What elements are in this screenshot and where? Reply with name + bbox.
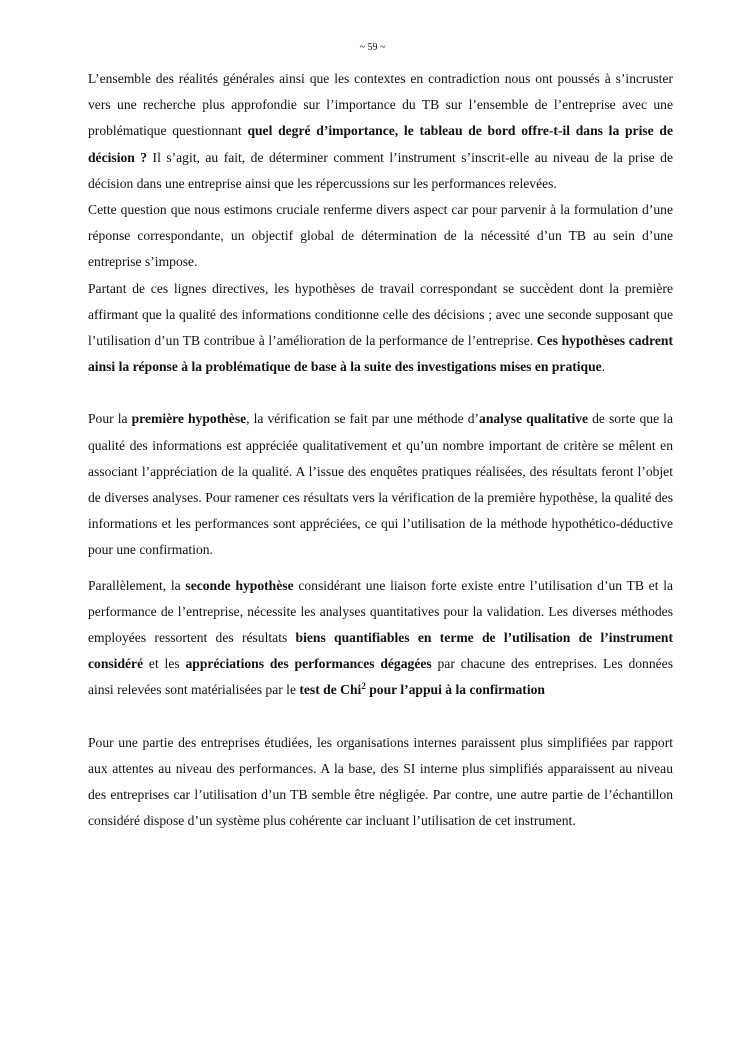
body-text: Partant de ces lignes directives, les hypothèses de travail correspondant se succèdent dont la première affirmant que la qualité des informations conditionne celle des décisions ; avec une seconde supposant que l’utilisation d’un TB contribue à l’amélioration de la performance de l’entreprise. bbox=[88, 280, 673, 349]
body-text: , la vérification se fait par une méthode d’ bbox=[246, 411, 480, 427]
body-text: Pour une partie des entreprises étudiées, les organisations internes paraissent plus simplifiées par rapport aux attentes au niveau des performances. A la base, des SI interne plus simplifiés apparaissent au niveau des entreprises car l’utilisation d’un TB semble être négligée. Par contre, une autre partie de l’échantillon considéré dispose d’un système plus cohérente car incluant l’utilisation de cet instrument. bbox=[88, 734, 673, 829]
paragraph-entreprises bbox=[88, 730, 673, 835]
document-body bbox=[88, 66, 673, 834]
body-text: Il s’agit, au fait, de déterminer comment l’instrument s’inscrit-elle au niveau de la prise de décision dans une entreprise ainsi que les répercussions sur les performances relevées. bbox=[88, 149, 673, 191]
paragraph-premiere-hypothese bbox=[88, 406, 673, 563]
bold-text: analyse qualitative bbox=[479, 411, 589, 427]
body-text: par chacune des entreprises. Les données ainsi relevées sont matérialisées par le bbox=[88, 656, 673, 698]
paragraph-seconde-hypothese bbox=[88, 573, 673, 704]
bold-text: première hypothèse bbox=[131, 411, 247, 427]
paragraph-question bbox=[88, 197, 673, 276]
body-text: Cette question que nous estimons cruciale renferme divers aspect car pour parvenir à la formulation d’une réponse correspondante, un objectif global de détermination de la nécessité d’un TB au sein d’une entreprise s’impose. bbox=[88, 202, 673, 270]
bold-text: 2 bbox=[361, 681, 366, 692]
body-text: Parallèlement, la bbox=[88, 577, 186, 593]
body-text: Pour la bbox=[88, 411, 132, 427]
body-text: . bbox=[601, 359, 606, 375]
bold-text: pour l’appui à la confirmation bbox=[365, 682, 545, 698]
paragraph-problematique bbox=[88, 66, 673, 197]
body-text: considérant une liaison forte existe entre l’utilisation d’un TB et la performance de l’entreprise, nécessite les analyses quantitatives pour la validation. Les diverses méthodes employées ressortent des résultats bbox=[88, 577, 674, 646]
page-number: ~ 59 ~ bbox=[359, 42, 386, 53]
body-text: de sorte que la qualité des informations est appréciée qualitativement et qu’un nombre important de critère se mêlent en associant l’appréciation de la qualité. A l’issue des enquêtes pratiques réalisées, des résultats feront l’objet de diverses analyses. Pour ramener ces résultats vers la vérification de la première hypothèse, la qualité des informations et les performances sont appréciées, ce qui l’utilisation de la méthode hypothético-déductive pour une confirmation. bbox=[88, 411, 673, 558]
bold-text: appréciations des performances dégagées bbox=[185, 656, 432, 672]
bold-text: Ces hypothèses cadrent ainsi la réponse à la problématique de base à la suite des investigations mises en pratique bbox=[88, 333, 674, 375]
bold-text: seconde hypothèse bbox=[185, 577, 294, 593]
paragraph-hypotheses bbox=[88, 276, 673, 381]
body-text: et les bbox=[143, 656, 186, 672]
bold-text: biens quantifiables en terme de l’utilisation de l’instrument considéré bbox=[88, 630, 674, 672]
bold-text: test de Chi bbox=[299, 682, 362, 698]
bold-text: quel degré d’importance, le tableau de bord offre-t-il dans la prise de décision ? bbox=[88, 123, 673, 165]
body-text: L’ensemble des réalités générales ainsi que les contextes en contradiction nous ont poussés à s’incruster vers une recherche plus approfondie sur l’importance du TB sur l’ensemble de l’entreprise avec une problématique questionnant bbox=[88, 71, 673, 139]
